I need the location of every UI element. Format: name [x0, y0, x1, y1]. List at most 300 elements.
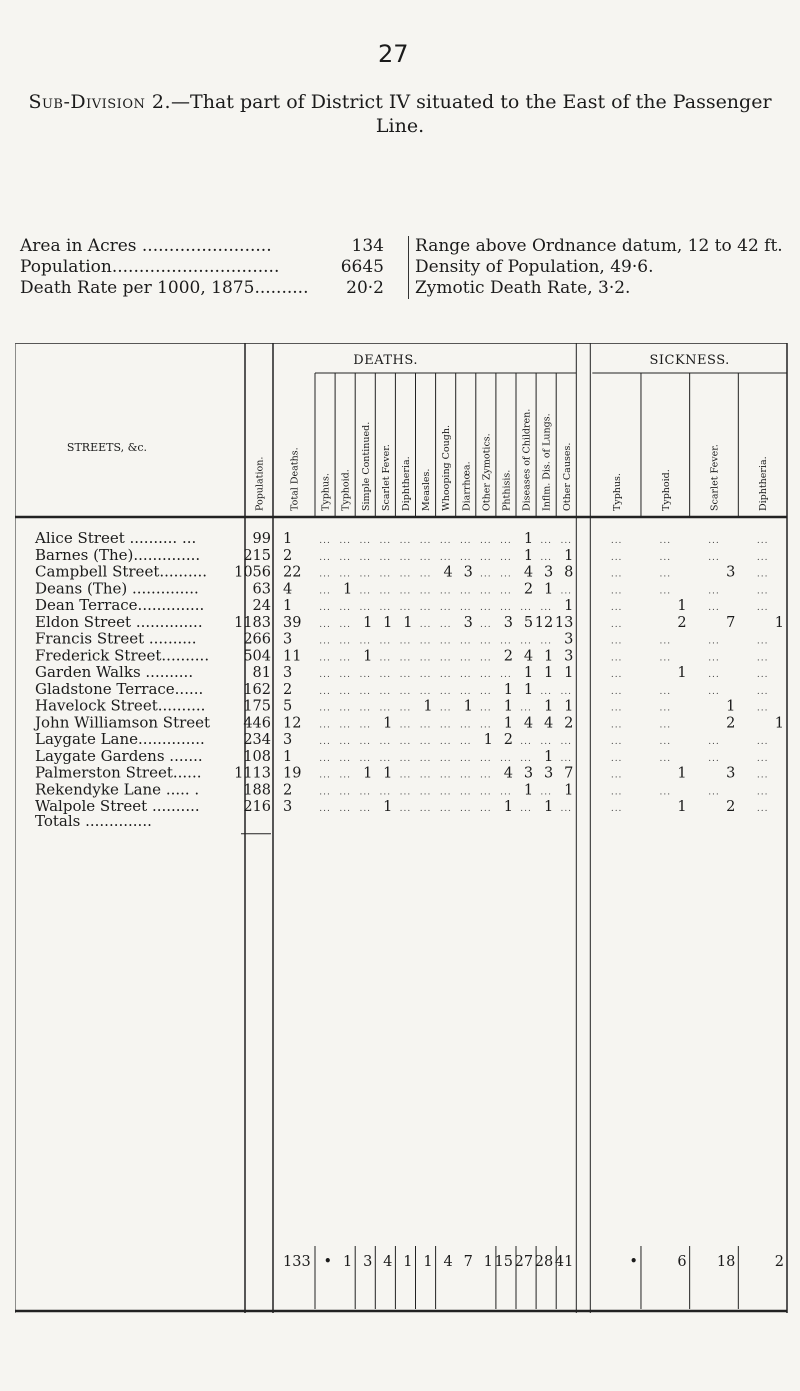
totals-death-cell: 1 — [403, 1254, 413, 1270]
empty-cell-dots: ... — [659, 536, 672, 546]
empty-cell-dots: ... — [439, 586, 452, 597]
empty-cell-dots: ... — [756, 552, 769, 563]
death-count-cell: 1 — [503, 715, 513, 732]
empty-cell-dots: ... — [339, 753, 351, 764]
empty-cell-dots: ... — [439, 603, 452, 613]
empty-cell-dots: ... — [319, 536, 331, 546]
death-count-cell: 2 — [523, 581, 534, 598]
empty-cell-dots: ... — [480, 670, 492, 680]
population-cell: 215 — [243, 547, 271, 564]
empty-cell-dots: ... — [379, 686, 392, 697]
total-deaths-cell: 2 — [283, 547, 293, 564]
death-count-cell: 1 — [403, 614, 413, 631]
empty-cell-dots: ... — [708, 753, 720, 764]
total-deaths-cell: 5 — [283, 698, 293, 715]
empty-cell-dots: ... — [708, 603, 720, 613]
empty-cell-dots: ... — [319, 703, 331, 714]
total-deaths-cell: 3 — [283, 631, 293, 648]
empty-cell-dots: ... — [520, 603, 532, 613]
death-count-cell: 1 — [483, 732, 493, 748]
empty-cell-dots: ... — [459, 603, 472, 613]
empty-cell-dots: ... — [419, 586, 432, 597]
death-column-header: Typhus. — [320, 473, 332, 511]
empty-cell-dots: ... — [399, 770, 412, 781]
empty-cell-dots: ... — [708, 686, 720, 697]
empty-cell-dots: ... — [319, 770, 331, 781]
empty-cell-dots: ... — [500, 787, 512, 798]
empty-cell-dots: ... — [520, 636, 532, 647]
death-count-cell: 3 — [503, 614, 513, 631]
death-count-cell: 12 — [534, 614, 554, 631]
empty-cell-dots: ... — [560, 686, 573, 697]
stat-line: Density of Population, 49·6. — [415, 257, 654, 277]
death-column-header: Diphtheria. — [400, 456, 412, 511]
death-count-cell: 1 — [383, 715, 393, 732]
sickness-count-cell: 1 — [726, 698, 736, 715]
empty-cell-dots: ... — [520, 703, 532, 714]
death-count-cell: 1 — [543, 748, 554, 765]
totals-death-cell: 41 — [554, 1254, 574, 1270]
population-cell: 1056 — [234, 564, 271, 581]
empty-cell-dots: ... — [399, 720, 412, 731]
totals-label: Totals .............. — [35, 811, 152, 830]
empty-cell-dots: ... — [756, 770, 769, 781]
empty-cell-dots: ... — [419, 737, 432, 747]
empty-cell-dots: ... — [540, 737, 552, 747]
empty-cell-dots: ... — [419, 653, 432, 664]
street-name: Laygate Lane.............. — [35, 730, 205, 748]
empty-cell-dots: ... — [379, 603, 392, 613]
stats-right-block — [408, 236, 800, 299]
empty-cell-dots: ... — [659, 686, 672, 697]
street-name: Frederick Street.......... — [35, 646, 210, 665]
empty-cell-dots: ... — [399, 737, 412, 747]
empty-cell-dots: ... — [459, 636, 472, 647]
death-column-header: Simple Continued. — [360, 421, 372, 511]
empty-cell-dots: ... — [708, 536, 720, 546]
empty-cell-dots: ... — [659, 737, 672, 747]
empty-cell-dots: ... — [339, 569, 351, 580]
street-name: Garden Walks .......... — [35, 663, 194, 681]
death-count-cell: 1 — [543, 799, 554, 815]
empty-cell-dots: ... — [339, 770, 351, 781]
empty-cell-dots: ... — [399, 670, 412, 680]
empty-cell-dots: ... — [480, 686, 492, 697]
empty-cell-dots: ... — [319, 569, 331, 580]
death-count-cell: 5 — [523, 614, 534, 631]
empty-cell-dots: ... — [399, 703, 412, 714]
empty-cell-dots: ... — [319, 636, 331, 647]
population-cell: 81 — [252, 665, 271, 681]
totals-sickness-cell: 2 — [774, 1254, 784, 1270]
empty-cell-dots: ... — [399, 787, 412, 798]
population-cell: 1183 — [234, 614, 271, 631]
empty-cell-dots: ... — [439, 552, 452, 563]
empty-cell-dots: ... — [708, 586, 720, 597]
empty-cell-dots: ... — [459, 737, 472, 747]
empty-cell-dots: ... — [610, 569, 623, 580]
stat-row — [20, 257, 384, 278]
empty-cell-dots: ... — [610, 670, 623, 680]
empty-cell-dots: ... — [480, 753, 492, 764]
empty-cell-dots: ... — [756, 536, 769, 546]
empty-cell-dots: ... — [540, 552, 552, 563]
empty-cell-dots: ... — [610, 804, 623, 814]
empty-cell-dots: ... — [659, 753, 672, 764]
empty-cell-dots: ... — [459, 770, 472, 781]
death-count-cell: 3 — [543, 765, 554, 782]
empty-cell-dots: ... — [659, 569, 672, 580]
death-count-cell: 3 — [564, 631, 574, 648]
empty-cell-dots: ... — [399, 804, 412, 814]
stat-value: 134 — [351, 236, 384, 256]
empty-cell-dots: ... — [319, 737, 331, 747]
empty-cell-dots: ... — [610, 686, 623, 697]
empty-cell-dots: ... — [756, 703, 769, 714]
total-deaths-cell: 2 — [283, 681, 293, 698]
empty-cell-dots: ... — [610, 787, 623, 798]
empty-cell-dots: ... — [319, 720, 331, 731]
empty-cell-dots: ... — [359, 603, 372, 613]
empty-cell-dots: ... — [540, 787, 552, 798]
empty-cell-dots: ... — [610, 603, 623, 613]
total-deaths-cell: 3 — [283, 732, 293, 748]
death-count-cell: 1 — [523, 681, 534, 698]
empty-cell-dots: ... — [379, 552, 392, 563]
total-deaths-cell: 4 — [283, 581, 293, 598]
stat-label: Area in Acres ........................ — [20, 236, 272, 256]
totals-death-cell: • — [323, 1254, 333, 1270]
stat-value: 20·2 — [346, 278, 384, 298]
death-count-cell: 4 — [443, 564, 453, 581]
empty-cell-dots: ... — [756, 603, 769, 613]
street-name: Francis Street .......... — [35, 629, 197, 648]
stat-line: Zymotic Death Rate, 3·2. — [415, 278, 631, 298]
street-name: Palmerston Street...... — [35, 763, 202, 782]
empty-cell-dots: ... — [399, 536, 412, 546]
death-column-header: Scarlet Fever. — [380, 444, 392, 511]
empty-cell-dots: ... — [379, 653, 392, 664]
death-count-cell: 3 — [523, 765, 534, 782]
empty-cell-dots: ... — [610, 636, 623, 647]
empty-cell-dots: ... — [439, 737, 452, 747]
empty-cell-dots: ... — [540, 603, 552, 613]
street-name: Gladstone Terrace...... — [35, 679, 204, 698]
empty-cell-dots: ... — [756, 586, 769, 597]
section-heading — [20, 90, 780, 138]
empty-cell-dots: ... — [379, 737, 392, 747]
streets-header: STREETS, &c. — [66, 441, 148, 454]
empty-cell-dots: ... — [480, 770, 492, 781]
empty-cell-dots: ... — [359, 720, 372, 731]
empty-cell-dots: ... — [339, 636, 351, 647]
empty-cell-dots: ... — [319, 804, 331, 814]
population-cell: 234 — [243, 732, 271, 748]
empty-cell-dots: ... — [480, 804, 492, 814]
empty-cell-dots: ... — [756, 686, 769, 697]
empty-cell-dots: ... — [379, 670, 392, 680]
total-deaths-cell: 22 — [283, 564, 302, 581]
empty-cell-dots: ... — [459, 552, 472, 563]
sickness-column-header: Typhus. — [612, 473, 624, 511]
empty-cell-dots: ... — [560, 536, 573, 546]
death-column-header: Inflm. Dis. of Lungs. — [541, 413, 553, 511]
empty-cell-dots: ... — [480, 619, 492, 630]
empty-cell-dots: ... — [399, 636, 412, 647]
empty-cell-dots: ... — [319, 753, 331, 764]
empty-cell-dots: ... — [379, 787, 392, 798]
population-cell: 63 — [252, 581, 271, 598]
empty-cell-dots: ... — [319, 686, 331, 697]
empty-cell-dots: ... — [339, 653, 351, 664]
empty-cell-dots: ... — [756, 804, 769, 814]
empty-cell-dots: ... — [459, 787, 472, 798]
death-count-cell: 4 — [523, 648, 534, 665]
empty-cell-dots: ... — [540, 536, 552, 546]
totals-sickness-cell: 18 — [716, 1254, 736, 1270]
death-column-header: Diseases of Children. — [521, 408, 533, 511]
empty-cell-dots: ... — [459, 804, 472, 814]
totals-death-cell: 4 — [443, 1254, 453, 1270]
sickness-header: SICKNESS. — [649, 353, 730, 368]
deaths-header: DEATHS. — [353, 353, 418, 368]
street-name: Barnes (The).............. — [35, 545, 201, 564]
empty-cell-dots: ... — [439, 787, 452, 798]
stat-row — [20, 278, 384, 299]
empty-cell-dots: ... — [419, 670, 432, 680]
totals-total-cell: 133 — [283, 1254, 311, 1270]
totals-death-cell: 15 — [494, 1254, 513, 1270]
empty-cell-dots: ... — [359, 753, 372, 764]
death-count-cell: 13 — [554, 614, 574, 631]
empty-cell-dots: ... — [419, 720, 432, 731]
empty-cell-dots: ... — [540, 686, 552, 697]
empty-cell-dots: ... — [480, 787, 492, 798]
empty-cell-dots: ... — [560, 804, 573, 814]
empty-cell-dots: ... — [439, 670, 452, 680]
death-count-cell: 1 — [564, 665, 574, 681]
empty-cell-dots: ... — [419, 569, 432, 580]
empty-cell-dots: ... — [610, 619, 623, 630]
empty-cell-dots: ... — [500, 670, 512, 680]
death-count-cell: 8 — [564, 564, 574, 581]
empty-cell-dots: ... — [339, 552, 351, 563]
population-cell: 1113 — [234, 765, 271, 782]
death-count-cell: 4 — [523, 564, 534, 581]
empty-cell-dots: ... — [439, 686, 452, 697]
sickness-count-cell: 2 — [677, 614, 687, 631]
death-count-cell: 3 — [463, 564, 473, 581]
population-cell: 446 — [243, 715, 271, 732]
death-column-header: Measles. — [421, 468, 433, 511]
population-cell: 504 — [243, 648, 271, 665]
empty-cell-dots: ... — [399, 753, 412, 764]
empty-cell-dots: ... — [756, 787, 769, 798]
empty-cell-dots: ... — [339, 603, 351, 613]
mortality-table — [15, 343, 789, 1313]
death-column-header: Typhoid. — [340, 469, 352, 511]
empty-cell-dots: ... — [708, 670, 720, 680]
empty-cell-dots: ... — [756, 670, 769, 680]
totals-sickness-cell: 6 — [677, 1254, 687, 1270]
mortality-table-svg — [15, 343, 789, 1313]
sickness-count-cell: 1 — [677, 665, 687, 681]
empty-cell-dots: ... — [480, 653, 492, 664]
empty-cell-dots: ... — [520, 804, 532, 814]
empty-cell-dots: ... — [399, 569, 412, 580]
totals-death-cell: 1 — [342, 1254, 353, 1270]
empty-cell-dots: ... — [610, 703, 623, 714]
total-deaths-header: Total Deaths. — [289, 447, 301, 511]
death-count-cell: 4 — [503, 765, 513, 782]
death-count-cell: 4 — [543, 715, 554, 732]
empty-cell-dots: ... — [459, 686, 472, 697]
sickness-count-cell: 3 — [726, 564, 736, 581]
sickness-column-header: Scarlet Fever. — [709, 444, 721, 511]
empty-cell-dots: ... — [319, 603, 331, 613]
page-number: 27 — [378, 40, 409, 68]
empty-cell-dots: ... — [459, 586, 472, 597]
death-count-cell: 1 — [423, 698, 433, 715]
empty-cell-dots: ... — [439, 770, 452, 781]
empty-cell-dots: ... — [379, 569, 392, 580]
empty-cell-dots: ... — [359, 686, 372, 697]
death-count-cell: 1 — [503, 698, 513, 715]
empty-cell-dots: ... — [659, 552, 672, 563]
stat-row — [20, 236, 384, 257]
total-deaths-cell: 1 — [283, 531, 293, 547]
empty-cell-dots: ... — [319, 552, 331, 563]
total-deaths-cell: 39 — [283, 614, 302, 631]
death-count-cell: 1 — [463, 698, 473, 715]
empty-cell-dots: ... — [659, 653, 672, 664]
sickness-count-cell: 2 — [726, 799, 736, 815]
street-name: Havelock Street.......... — [35, 696, 206, 715]
empty-cell-dots: ... — [610, 753, 623, 764]
population-cell: 175 — [243, 698, 271, 715]
death-count-cell: 1 — [503, 799, 513, 815]
empty-cell-dots: ... — [379, 703, 392, 714]
street-name: Laygate Gardens ....... — [35, 746, 203, 765]
empty-cell-dots: ... — [319, 787, 331, 798]
total-deaths-cell: 3 — [283, 799, 293, 815]
empty-cell-dots: ... — [500, 603, 512, 613]
empty-cell-dots: ... — [359, 670, 372, 680]
empty-cell-dots: ... — [756, 636, 769, 647]
death-count-cell: 7 — [564, 765, 574, 782]
empty-cell-dots: ... — [439, 804, 452, 814]
empty-cell-dots: ... — [708, 552, 720, 563]
empty-cell-dots: ... — [319, 619, 331, 630]
empty-cell-dots: ... — [560, 753, 573, 764]
empty-cell-dots: ... — [756, 569, 769, 580]
death-count-cell: 3 — [463, 614, 473, 631]
empty-cell-dots: ... — [359, 636, 372, 647]
empty-cell-dots: ... — [339, 703, 351, 714]
street-name: John Williamson Street — [35, 713, 211, 732]
empty-cell-dots: ... — [480, 569, 492, 580]
totals-death-cell: 27 — [514, 1254, 534, 1270]
empty-cell-dots: ... — [399, 552, 412, 563]
empty-cell-dots: ... — [480, 536, 492, 546]
empty-cell-dots: ... — [520, 753, 532, 764]
empty-cell-dots: ... — [480, 586, 492, 597]
death-count-cell: 1 — [543, 648, 554, 665]
population-cell: 162 — [243, 681, 271, 698]
death-count-cell: 1 — [383, 799, 393, 815]
sickness-count-cell: 1 — [677, 799, 687, 815]
death-column-header: Whooping Cough. — [441, 425, 453, 511]
population-header: Population. — [254, 456, 266, 511]
empty-cell-dots: ... — [439, 703, 452, 714]
empty-cell-dots: ... — [708, 653, 720, 664]
sickness-count-cell: 1 — [774, 614, 784, 631]
sickness-column-header: Typhoid. — [660, 469, 672, 511]
totals-sickness-cell: • — [629, 1254, 638, 1270]
population-cell: 99 — [252, 531, 271, 547]
empty-cell-dots: ... — [339, 804, 351, 814]
empty-cell-dots: ... — [379, 636, 392, 647]
sickness-column-header: Diphtheria. — [758, 456, 770, 511]
empty-cell-dots: ... — [339, 787, 351, 798]
empty-cell-dots: ... — [500, 569, 512, 580]
empty-cell-dots: ... — [379, 586, 392, 597]
empty-cell-dots: ... — [399, 686, 412, 697]
empty-cell-dots: ... — [500, 552, 512, 563]
empty-cell-dots: ... — [339, 720, 351, 731]
death-column-header: Diarrhœa. — [461, 461, 473, 511]
empty-cell-dots: ... — [339, 670, 351, 680]
empty-cell-dots: ... — [359, 787, 372, 798]
empty-cell-dots: ... — [459, 536, 472, 546]
empty-cell-dots: ... — [439, 619, 452, 630]
empty-cell-dots: ... — [500, 636, 512, 647]
empty-cell-dots: ... — [359, 552, 372, 563]
death-count-cell: 1 — [503, 681, 513, 698]
empty-cell-dots: ... — [459, 670, 472, 680]
death-count-cell: 1 — [523, 782, 534, 799]
empty-cell-dots: ... — [560, 586, 573, 597]
empty-cell-dots: ... — [480, 552, 492, 563]
totals-death-cell: 7 — [463, 1254, 473, 1270]
sickness-count-cell: 7 — [726, 614, 736, 631]
empty-cell-dots: ... — [419, 686, 432, 697]
empty-cell-dots: ... — [419, 636, 432, 647]
empty-cell-dots: ... — [610, 737, 623, 747]
total-deaths-cell: 11 — [283, 648, 302, 665]
empty-cell-dots: ... — [439, 753, 452, 764]
stat-line: Range above Ordnance datum, 12 to 42 ft. — [415, 236, 783, 256]
death-count-cell: 1 — [342, 581, 353, 598]
death-count-cell: 1 — [543, 581, 554, 598]
empty-cell-dots: ... — [419, 787, 432, 798]
street-name: Rekendyke Lane ..... . — [35, 780, 200, 799]
empty-cell-dots: ... — [659, 703, 672, 714]
empty-cell-dots: ... — [419, 603, 432, 613]
empty-cell-dots: ... — [319, 653, 331, 664]
empty-cell-dots: ... — [756, 737, 769, 747]
death-count-cell: 2 — [503, 648, 513, 665]
empty-cell-dots: ... — [339, 737, 351, 747]
street-name: Eldon Street .............. — [35, 612, 203, 631]
death-column-header: Phthisis. — [501, 469, 513, 511]
empty-cell-dots: ... — [319, 586, 331, 597]
total-deaths-cell: 1 — [283, 748, 293, 765]
empty-cell-dots: ... — [359, 536, 372, 546]
death-count-cell: 1 — [383, 765, 393, 782]
empty-cell-dots: ... — [459, 720, 472, 731]
street-name: Dean Terrace.............. — [35, 596, 205, 614]
